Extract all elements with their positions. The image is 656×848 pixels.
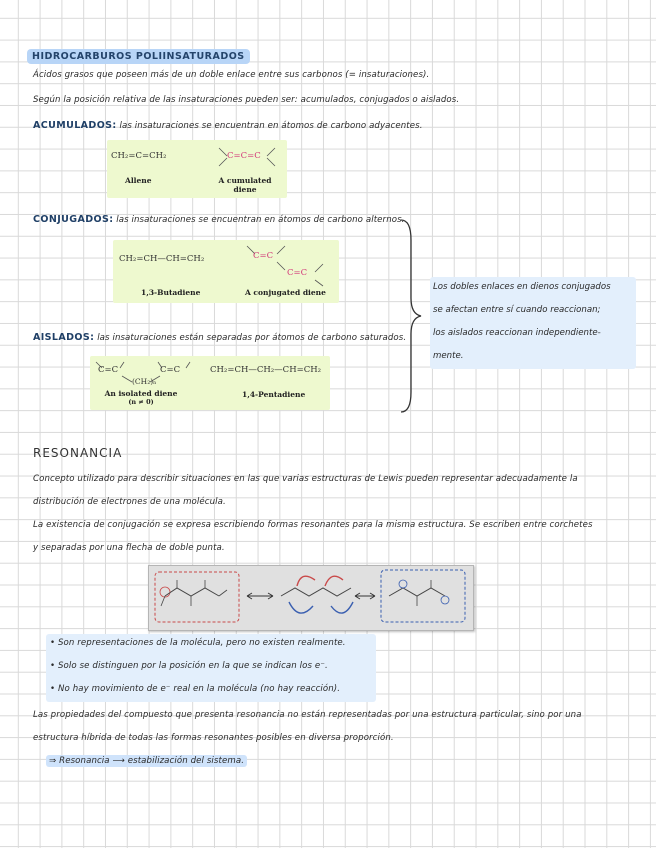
isolated-diene-formula-b: C=C — [160, 365, 181, 375]
bullet-1: • Son representaciones de la molécula, pero no existen realmente. — [50, 638, 346, 648]
isolated-diene-formula-a: C=C — [98, 365, 119, 375]
cumulated-diene-name: A cumulated diene — [218, 176, 272, 194]
resonancia-line-4: y separadas por una flecha de doble punta. — [33, 543, 225, 553]
side-note — [430, 277, 636, 369]
conjugated-diene-structure — [241, 242, 337, 288]
allene-formula: CH₂=C=CH₂ — [111, 151, 167, 161]
closing-line-2: estructura híbrida de todas las formas resonantes posibles en diversa proporción. — [33, 733, 394, 743]
aislados-text: las insaturaciones están separadas por átomos de carbono saturados. — [97, 333, 407, 343]
page-title: HIDROCARBUROS POLIINSATURADOS — [27, 44, 250, 63]
closing-line-1: Las propiedades del compuesto que presenta resonancia no están representadas por una estructura particular, sino por una — [33, 710, 582, 720]
side-note-line-1: Los dobles enlaces en dienos conjugados — [433, 282, 611, 292]
resonance-bullets — [46, 634, 376, 702]
butadiene-name: 1,3-Butadiene — [141, 288, 201, 297]
resonance-structures-drawing — [149, 566, 473, 630]
cumulated-diene-formula: C=C=C — [227, 151, 261, 161]
side-note-line-2: se afectan entre sí cuando reaccionan; — [433, 305, 601, 315]
allene-figure — [107, 140, 287, 198]
resonancia-line-1: Concepto utilizado para describir situaciones en las que varias estructuras de Lewis pueden representar adecuadamente la — [33, 474, 578, 484]
acumulados-row — [33, 120, 423, 131]
resonancia-title: RESONANCIA — [33, 446, 123, 460]
aislados-label: AISLADOS: — [33, 332, 95, 343]
conjugados-row — [33, 214, 405, 225]
conjugated-diene-name: A conjugated diene — [245, 288, 326, 297]
resonance-structures-figure — [148, 565, 474, 631]
resonancia-line-2: distribución de electrones de una molécula. — [33, 497, 226, 507]
allene-name: Allene — [125, 176, 152, 185]
bullet-3: • No hay movimiento de e⁻ real en la molécula (no hay reacción). — [50, 684, 341, 694]
pentadiene-name: 1,4-Pentadiene — [242, 390, 306, 399]
butadiene-formula: CH₂=CH—CH=CH₂ — [119, 254, 205, 264]
intro-line-2: Según la posición relativa de las insaturaciones pueden ser: acumulados, conjugados o aislados. — [33, 95, 460, 105]
bullet-2: • Solo se distinguen por la posición en la que se indican los e⁻. — [50, 661, 328, 671]
isolated-diene-formula-c: (CH₂)ₙ — [132, 377, 157, 386]
resonance-conclusion: ⇒ Resonancia ⟶ estabilización del sistema. — [46, 756, 247, 766]
side-note-line-4: mente. — [433, 351, 464, 361]
side-note-line-3: los aislados reaccionan independiente- — [433, 328, 601, 338]
resonancia-line-3: La existencia de conjugación se expresa escribiendo formas resonantes para la misma estructura. Se escriben entre corchetes — [33, 520, 593, 530]
curly-brace — [397, 216, 427, 416]
isolated-figure — [90, 356, 330, 410]
acumulados-label: ACUMULADOS: — [33, 120, 117, 131]
conjugated-diene-formula-a: C=C — [253, 251, 274, 261]
pentadiene-formula: CH₂=CH—CH₂—CH=CH₂ — [210, 365, 322, 375]
intro-line-1: Ácidos grasos que poseen más de un doble enlace entre sus carbonos (= insaturaciones). — [33, 70, 430, 80]
aislados-row — [33, 332, 406, 343]
conjugated-figure — [113, 240, 339, 303]
acumulados-text: las insaturaciones se encuentran en átomos de carbono adyacentes. — [119, 121, 423, 131]
conjugados-label: CONJUGADOS: — [33, 214, 114, 225]
conjugados-text: las insaturaciones se encuentran en átomos de carbono alternos. — [116, 215, 405, 225]
isolated-diene-name: An isolated diene (n ≠ 0) — [104, 389, 178, 406]
conjugated-diene-formula-b: C=C — [287, 268, 308, 278]
